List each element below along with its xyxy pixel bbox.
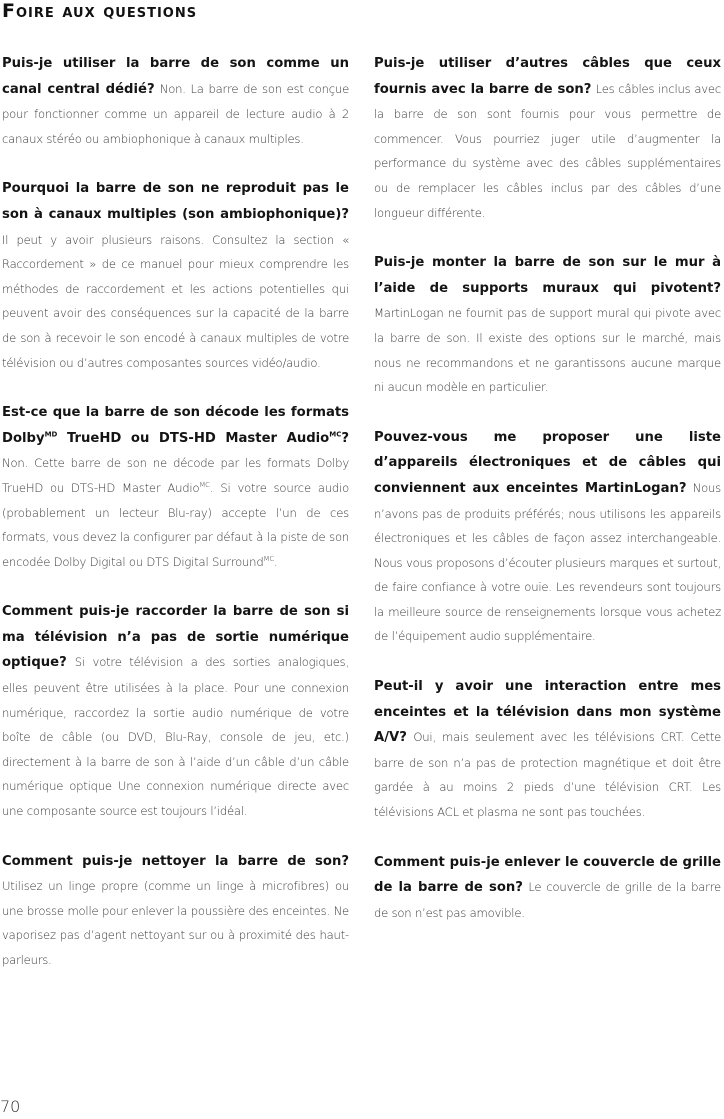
faq-answer: Nous n’avons pas de produits préférés; nous utilisons les appareils électroniques et les câbles de façon assez interchangeable. Nous vous proposons d’écouter plusieurs marques et surtout, de faire confiance à votre ouïe. Les revendeurs sont toujours la meilleure source de renseignements lorsque vous achetez de l’équipement audio supplémentaire. — [374, 480, 721, 644]
faq-question: Comment puis-je nettoyer la barre de son? — [2, 853, 349, 869]
faq-item-cleaning — [2, 849, 349, 973]
faq-answer-part: . Si votre source audio (probablement un lecteur Blu-ray) accepte l’un de ces formats, vous devez la configurer par défaut à la piste de son encodée Dolby Digital ou DTS Digital Surround — [2, 480, 349, 569]
faq-answer: Les câbles inclus avec la barre de son sont fournis pour vous permettre de commencer. Vous pourriez juger utile d’augmenter la performance du système avec des câbles supplémentaires ou de remplacer les câbles inclus par des câbles d’une longueur différente. — [374, 81, 722, 220]
faq-question: Puis-je monter la barre de son sur le mur à l’aide de supports muraux qui pivotent? — [374, 255, 721, 296]
faq-item-tv-interaction — [374, 674, 721, 825]
faq-question-part: Est-ce que la barre de son décode les formats Dolby — [2, 405, 349, 446]
faq-answer: Oui, mais seulement avec les télévisions CRT. Cette barre de son n’a pas de protection magnétique et doit être gardée à au moins 2 pieds d’une télévision CRT. Les télévisions ACL et plasma ne sont pas touchées. — [374, 730, 722, 820]
faq-item-center-channel — [2, 51, 349, 151]
faq-answer: Non. La barre de son est conçue pour fonctionner comme un appareil de lecture audio à 2 canaux stéréo ou ambiophonique à canaux multiples. — [2, 81, 349, 146]
faq-question: Comment puis-je enlever le couvercle de grille de la barre de son? — [374, 854, 721, 896]
faq-question: Puis-je utiliser la barre de son comme un canal central dédié? — [2, 56, 349, 97]
faq-answer: Le couvercle de grille de la barre de son n’est pas amovible. — [374, 880, 721, 920]
faq-item-decode-formats — [2, 400, 349, 574]
faq-question — [2, 405, 349, 446]
faq-answer: MartinLogan ne fournit pas de support mural qui pivote avec la barre de son. Il existe des options sur le marché, mais nous ne recommandons et ne garantissons aucune marque ni aucun modèle en particulier. — [374, 306, 721, 395]
faq-question-part: ? — [341, 430, 349, 446]
trademark-mark: MC — [263, 554, 275, 563]
trademark-mark: MC — [329, 430, 342, 439]
page-title: Foire aux questions — [2, 0, 198, 22]
faq-item-other-cables — [374, 51, 721, 225]
faq-question: Comment puis-je raccorder la barre de son si ma télévision n’a pas de sortie numérique optique? — [2, 604, 349, 671]
page-number: 70 — [0, 1097, 21, 1116]
faq-question: Pourquoi la barre de son ne reproduit pas le son à canaux multiples (son ambiophonique)? — [2, 181, 349, 222]
faq-question: Puis-je utiliser d’autres câbles que ceux fournis avec la barre de son? — [374, 56, 721, 97]
faq-answer-part: Non. Cette barre de son ne décode par les formats Dolby TrueHD ou DTS-HD Master Audio — [2, 456, 349, 495]
faq-answer: Il peut y avoir plusieurs raisons. Consultez la section « Raccordement » de ce manuel pour mieux comprendre les méthodes de raccordement et les actions potentielles qui peuvent avoir des conséquences sur la capacité de la barre de son à recevoir le son encodé à canaux multiples de votre télévision ou d’autres composantes sources vidéo/audio. — [2, 232, 349, 370]
faq-item-grille — [374, 850, 721, 926]
faq-question-part: TrueHD ou DTS-HD Master Audio — [57, 430, 330, 446]
left-column — [2, 51, 349, 998]
faq-answer-part: . — [274, 554, 278, 569]
faq-question: Pouvez-vous me proposer une liste d’appareils électroniques et de câbles qui conviennent aux enceintes MartinLogan? — [374, 429, 721, 496]
faq-item-recommendations — [374, 425, 721, 649]
trademark-mark: MC — [199, 481, 210, 490]
faq-item-wall-mount — [374, 250, 721, 400]
faq-question: Peut-il y avoir une interaction entre mes enceintes et la télévision dans mon système A/V? — [374, 679, 721, 746]
right-column — [374, 51, 721, 950]
faq-item-surround — [2, 176, 349, 375]
trademark-mark: MD — [44, 430, 58, 439]
faq-item-no-optical — [2, 599, 349, 823]
faq-answer: Si votre télévision a des sorties analogiques, elles peuvent être utilisées à la place. Pour une connexion numérique, raccordez la sortie audio numérique de votre boîte de câble (ou DVD, Blu-Ray, console de jeu, etc.) directement à la barre de son à l’aide d’un câble d’un câble numérique optique Une connexion numérique directe avec une composante source est toujours l’idéal. — [2, 655, 349, 819]
faq-answer — [2, 456, 349, 568]
faq-answer: Utilisez un linge propre (comme un linge à microfibres) ou une brosse molle pour enlever la poussière des enceintes. Ne vaporisez pas d’agent nettoyant sur ou à proximité des haut-parleurs. — [2, 879, 349, 967]
